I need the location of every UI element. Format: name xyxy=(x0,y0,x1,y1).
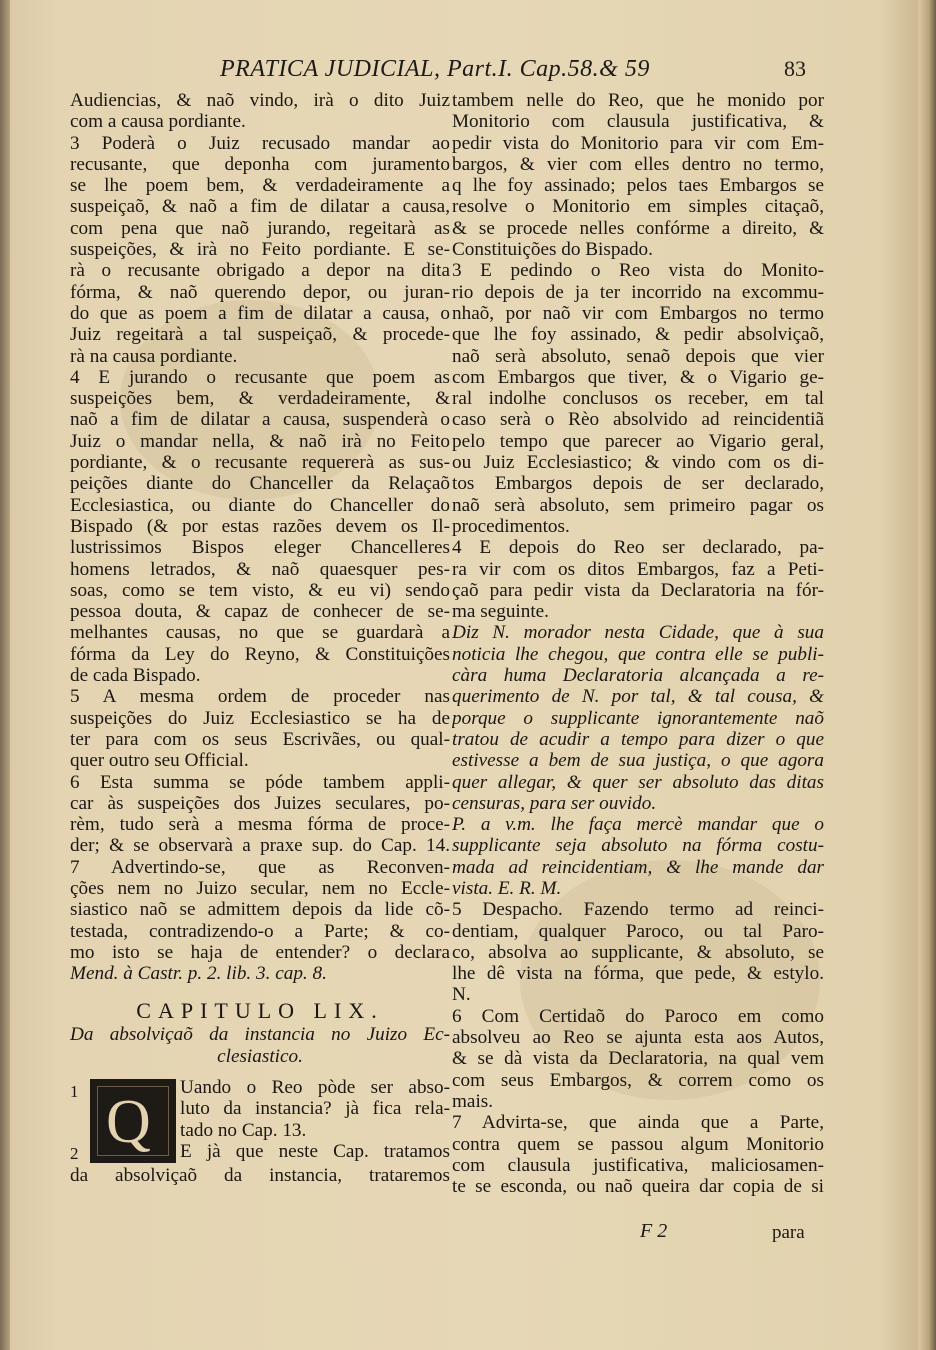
text-line: tos Embargos depois de ser declarado, xyxy=(452,473,824,495)
chapter-subtitle-line: Da absolviçaõ da instancia no Juizo Ec- xyxy=(70,1024,450,1046)
text-line: pessoa douta, & capaz de conhecer de se- xyxy=(70,601,450,623)
text-line: der; & se observarà a praxe sup. do Cap. 14. xyxy=(70,835,450,857)
text-line: tambem nelle do Reo, que he monido por xyxy=(452,90,824,111)
page-gutter xyxy=(0,0,10,1350)
text-line: 3 E pedindo o Reo vista do Monito- xyxy=(452,260,824,282)
text-line: & se procede nelles confórme a direito, & xyxy=(452,217,824,239)
text-line: te se esconda, ou naõ queira dar copia de si xyxy=(452,1176,824,1198)
text-line: com seus Embargos, & correm como os xyxy=(452,1069,824,1091)
text-line: 6 Com Certidaõ do Paroco em como xyxy=(452,1005,824,1027)
text-line: de cada Bispado. xyxy=(70,665,201,687)
left-column-text xyxy=(70,90,450,984)
text-line: co, absolva ao supplicante, & absoluto, se xyxy=(452,941,824,963)
text-line: fórma, & naõ querendo depor, ou juran- xyxy=(70,281,450,303)
text-line: se lhe poem bem, & verdadeiramente a xyxy=(70,175,450,197)
text-line: 7 Advertindo-se, que as Reconven- xyxy=(70,856,450,878)
text-line: Constituições do Bispado. xyxy=(452,239,653,261)
text-line: quer outro seu Official. xyxy=(70,750,249,772)
text-line: q lhe foy assinado; pelos taes Embargos se xyxy=(452,175,824,197)
text-line: ra vir com os ditos Embargos, faz a Peti- xyxy=(452,558,824,580)
text-line: siastico naõ se admittem depois da lide cõ- xyxy=(70,899,450,921)
chapter-subtitle-line: clesiastico. xyxy=(217,1045,303,1067)
paragraph-number: 2 xyxy=(70,1144,79,1164)
text-line: pelo tempo que parecer ao Vigario geral, xyxy=(452,430,824,452)
left-column xyxy=(70,90,450,1186)
text-line: rà o recusante obrigado a depor na dita xyxy=(70,260,450,282)
text-line: rèm, tudo serà a mesma fórma de proce- xyxy=(70,814,450,836)
text-line: 6 Esta summa se póde tambem appli- xyxy=(70,771,450,793)
text-line: absolveu ao Reo se ajunta esta aos Autos, xyxy=(452,1027,824,1049)
text-line: Bispado (& por estas razões devem os Il- xyxy=(70,515,450,537)
text-line: nhaõ, por naõ vir com Embargos no termo xyxy=(452,302,824,324)
text-line: Juiz o mandar nella, & naõ irà no Feito xyxy=(70,430,450,452)
text-line: quer allegar, & quer ser absoluto das ditas xyxy=(452,771,824,793)
text-line: melhantes causas, no que se guardarà a xyxy=(70,622,450,644)
text-line: E jà que neste Cap. tratamos xyxy=(180,1141,450,1163)
text-line: rà na causa pordiante. xyxy=(70,345,238,367)
paragraph-number: 1 xyxy=(70,1082,79,1102)
text-line: mais. xyxy=(452,1090,494,1112)
text-line: homens letrados, & naõ quaesquer pes- xyxy=(70,558,450,580)
text-line: contra quem se passou algum Monitorio xyxy=(452,1133,824,1155)
text-line: com clausula justificativa, maliciosamen- xyxy=(452,1154,824,1176)
text-line: Ecclesiastica, ou diante do Chanceller do xyxy=(70,494,450,516)
text-line: da absolviçaõ da instancia, trataremos xyxy=(70,1165,450,1187)
text-line: rio depois de ja ter incorrido na excommu- xyxy=(452,281,824,303)
page-number: 83 xyxy=(784,56,806,81)
text-line: lhe dê vista na fórma, que pede, & estylo. xyxy=(452,963,824,985)
text-line: suspeições, & irà no Feito pordiante. E se- xyxy=(70,239,450,261)
text-line: ou Juiz Ecclesiastico; & vindo com os di- xyxy=(452,452,824,474)
text-line: tado no Cap. 13. xyxy=(180,1119,307,1141)
text-line: estivesse a bem de sua justiça, o que agora xyxy=(452,750,824,772)
text-line: com pena que naõ jurando, regeitarà as xyxy=(70,217,450,239)
text-line: P. a v.m. lhe faça mercè mandar que o xyxy=(452,814,824,836)
text-line: peições diante do Chanceller da Relaçaõ xyxy=(70,473,450,495)
catchword: para xyxy=(772,1222,805,1243)
text-line: càra huma Declaratoria alcançada a re- xyxy=(452,665,824,687)
text-line: testada, contradizendo-o a Parte; & co- xyxy=(70,920,450,942)
text-line: 3 Poderà o Juiz recusado mandar ao xyxy=(70,132,450,154)
text-line: soas, como se tem visto, & eu vi) sendo xyxy=(70,579,450,601)
running-title: PRATICA JUDICIAL, Part.I. Cap.58.& 59 xyxy=(220,56,650,82)
text-line: com a causa pordiante. xyxy=(70,111,246,133)
text-line: Audiencias, & naõ vindo, irà o dito Juiz xyxy=(70,90,450,111)
text-line: Diz N. morador nesta Cidade, que à sua xyxy=(452,622,824,644)
text-line: 7 Advirta-se, que ainda que a Parte, xyxy=(452,1112,824,1134)
text-line: querimento de N. por tal, & tal cousa, & xyxy=(452,686,824,708)
text-line: mada ad reincidentiam, & lhe mande dar xyxy=(452,856,824,878)
text-line: dentiam, qualquer Paroco, ou tal Paro- xyxy=(452,920,824,942)
text-line: naõ serà absoluto, sem primeiro pagar os xyxy=(452,494,824,516)
text-line: Juiz regeitarà a tal suspeiçaõ, & procede- xyxy=(70,324,450,346)
initial-letter: Q xyxy=(106,1088,151,1157)
text-line: mo isto se haja de entender? o declara xyxy=(70,941,450,963)
text-line: pedir vista do Monitorio para vir com Em- xyxy=(452,132,824,154)
text-line: do que as poem a fim de dilatar a causa, o xyxy=(70,302,450,324)
text-line: naõ a fim de dilatar a causa, suspenderà o xyxy=(70,409,450,431)
text-line: & se dà vista da Declaratoria, na qual vem xyxy=(452,1048,824,1070)
text-line: N. xyxy=(452,984,471,1006)
text-line: car às suspeições dos Juizes seculares, po- xyxy=(70,792,450,814)
text-line: ma seguinte. xyxy=(452,601,549,623)
text-line: vista. E. R. M. xyxy=(452,877,562,899)
text-line: suspeiçaõ, & naõ a fim de dilatar a causa, xyxy=(70,196,450,218)
text-line: 5 A mesma ordem de proceder nas xyxy=(70,686,450,708)
text-line: Monitorio com clausula justificativa, & xyxy=(452,111,824,133)
text-line: naõ serà absoluto, senaõ depois que vier xyxy=(452,345,824,367)
text-line: censuras, para ser ouvido. xyxy=(452,792,657,814)
text-line: caso serà o Rèo absolvido ad reincidentiã xyxy=(452,409,824,431)
right-column-text xyxy=(452,90,824,1197)
text-line: resolve o Monitorio em simples citaçaõ, xyxy=(452,196,824,218)
text-line: Uando o Reo pòde ser abso- xyxy=(180,1077,450,1099)
text-line: ter para com os seus Escrivães, ou qual- xyxy=(70,728,450,750)
decorated-initial xyxy=(90,1079,176,1163)
opening-paragraph xyxy=(70,1077,450,1165)
text-line: çaõ para pedir vista da Declaratoria na fór- xyxy=(452,579,824,601)
text-line: porque o supplicante ignorantemente naõ xyxy=(452,707,824,729)
text-line: ções nem no Juizo secular, nem no Eccle- xyxy=(70,877,450,899)
text-line: fórma da Ley do Reyno, & Constituições xyxy=(70,643,450,665)
text-line: suspeições bem, & verdadeiramente, & xyxy=(70,388,450,410)
text-line: bargos, & vier com elles dentro no termo, xyxy=(452,153,824,175)
text-line: 4 E depois do Reo ser declarado, pa- xyxy=(452,537,824,559)
text-line: que lhe foy assinado, & pedir absolviçaõ, xyxy=(452,324,824,346)
text-line: luto da instancia? jà fica rela- xyxy=(180,1098,450,1120)
signature-mark: F 2 xyxy=(640,1220,668,1242)
text-line: noticia lhe chegou, que contra elle se publi- xyxy=(452,643,824,665)
text-line: ral indolhe conclusos os receber, em tal xyxy=(452,388,824,410)
text-line: lustrissimos Bispos eleger Chancelleres xyxy=(70,537,450,559)
text-line: 5 Despacho. Fazendo termo ad reinci- xyxy=(452,899,824,921)
chapter-title: CAPITULO LIX. xyxy=(136,998,384,1024)
text-line: Mend. à Castr. p. 2. lib. 3. cap. 8. xyxy=(70,963,327,985)
text-line: 4 E jurando o recusante que poem as xyxy=(70,366,450,388)
text-line: tratou de acudir a tempo para dizer o que xyxy=(452,728,824,750)
text-line: recusante, que deponha com juramento xyxy=(70,153,450,175)
text-line: supplicante seja absoluto na fórma costu- xyxy=(452,835,824,857)
text-line: procedimentos. xyxy=(452,515,570,537)
text-line: com Embargos que tiver, & o Vigario ge- xyxy=(452,366,824,388)
right-column xyxy=(452,90,824,1197)
text-line: suspeições do Juiz Ecclesiastico se ha de xyxy=(70,707,450,729)
page-edge xyxy=(918,0,936,1350)
text-line: pordiante, & o recusante requererà as sus- xyxy=(70,452,450,474)
